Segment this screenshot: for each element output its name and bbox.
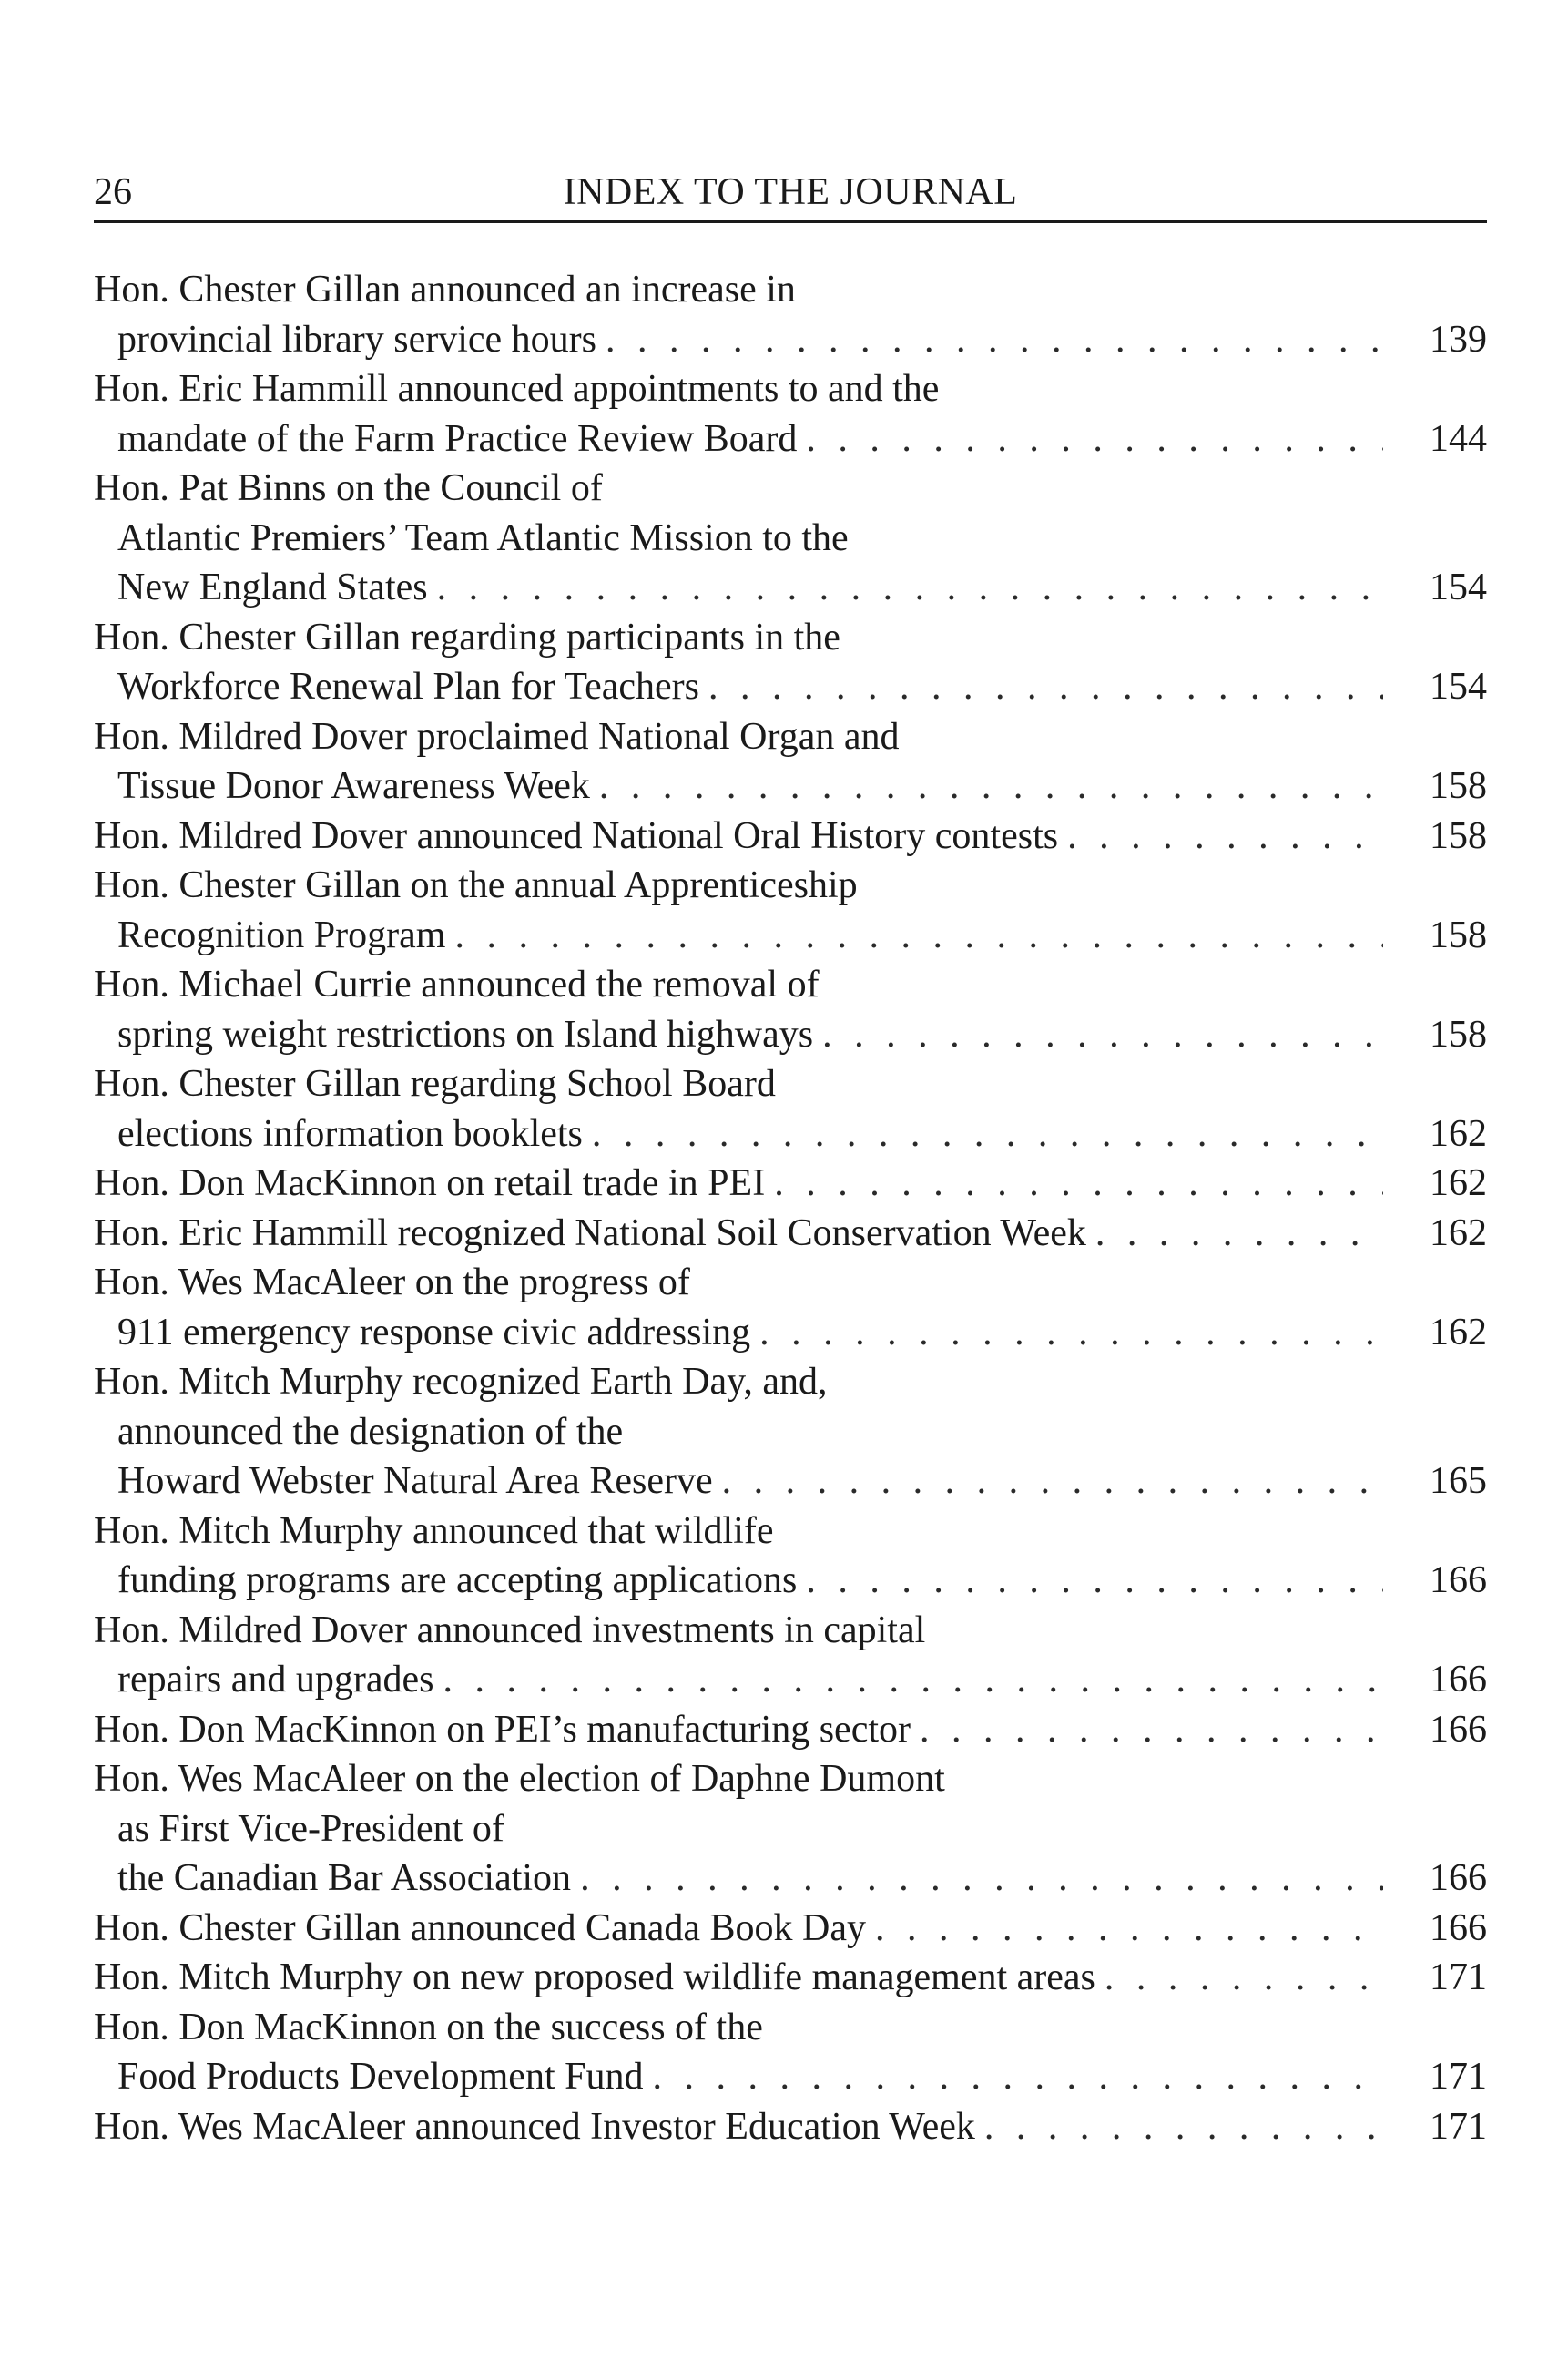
entry-text: Hon. Mildred Dover proclaimed National Organ and [94, 715, 900, 758]
dot-leader [592, 1109, 1383, 1159]
entry-continuation-line [94, 662, 1487, 712]
entry-text: Hon. Wes MacAleer announced Investor Education Week [94, 2105, 975, 2148]
page-reference: 154 [1430, 567, 1487, 608]
entry-text: Hon. Don MacKinnon on retail trade in PEI [94, 1162, 766, 1204]
entry-continuation-line [94, 1407, 1487, 1457]
dot-leader [1067, 812, 1383, 862]
entry-continuation-line [94, 1854, 1487, 1904]
entry-heading-line [94, 1904, 1487, 1954]
page-reference: 162 [1430, 1211, 1487, 1254]
entry-text: announced the designation of the [117, 1410, 624, 1453]
dot-leader [580, 1854, 1383, 1904]
entry-text: mandate of the Farm Practice Review Board [117, 417, 798, 460]
entry-text: Hon. Chester Gillan announced Canada Book Day [94, 1906, 866, 1949]
entry-text: Recognition Program [117, 914, 446, 956]
entry-continuation-line [94, 761, 1487, 812]
dot-leader [1105, 1953, 1383, 2003]
entry-text: Hon. Michael Currie announced the removal of [94, 964, 820, 1006]
index-entry [94, 464, 1487, 613]
entry-text: repairs and upgrades [117, 1659, 434, 1701]
entry-text: Hon. Pat Binns on the Council of [94, 467, 603, 509]
entry-heading-line [94, 1209, 1487, 1259]
entry-text: Hon. Mildred Dover announced National Oral History contests [94, 814, 1059, 857]
entry-heading-line [94, 1159, 1487, 1209]
index-entry [94, 1754, 1487, 1904]
dot-leader [806, 1556, 1383, 1606]
index-entry [94, 1507, 1487, 1606]
entry-continuation-line [94, 911, 1487, 961]
entry-continuation-line [94, 1804, 1487, 1854]
index-entry [94, 1059, 1487, 1159]
page-reference: 158 [1430, 1013, 1487, 1056]
entry-text: Food Products Development Fund [117, 2056, 644, 2098]
entry-text: Hon. Mildred Dover announced investments in capital [94, 1609, 926, 1651]
entry-text: Hon. Mitch Murphy on new proposed wildlife management areas [94, 1956, 1095, 1998]
entry-heading-line [94, 364, 1487, 414]
dot-leader [774, 1159, 1383, 1209]
dot-leader [599, 761, 1383, 812]
entry-heading-line [94, 712, 1487, 762]
entry-heading-line [94, 1258, 1487, 1308]
entry-heading-line [94, 1357, 1487, 1407]
index-entry [94, 1357, 1487, 1507]
entry-heading-line [94, 812, 1487, 862]
entry-heading-line [94, 1059, 1487, 1109]
dot-leader [822, 1010, 1383, 1060]
entry-text: Howard Webster Natural Area Reserve [117, 1460, 713, 1502]
entry-heading-line [94, 2102, 1487, 2152]
dot-leader [454, 911, 1383, 961]
index-entry [94, 1258, 1487, 1357]
entry-text: Hon. Mitch Murphy announced that wildlife [94, 1509, 774, 1552]
dot-leader [443, 1655, 1383, 1705]
entry-text: Hon. Mitch Murphy recognized Earth Day, and, [94, 1361, 828, 1403]
entry-text: New England States [117, 567, 428, 608]
entry-continuation-line [94, 1308, 1487, 1358]
entry-continuation-line [94, 563, 1487, 613]
entry-heading-line [94, 464, 1487, 514]
index-entry [94, 812, 1487, 862]
entry-continuation-line [94, 514, 1487, 564]
index-entry [94, 364, 1487, 464]
index-entry [94, 2102, 1487, 2152]
page-reference: 158 [1430, 914, 1487, 956]
index-entry [94, 265, 1487, 364]
journal-index-page [94, 164, 1487, 2151]
entry-text: Tissue Donor Awareness Week [117, 765, 590, 807]
page-reference: 154 [1430, 666, 1487, 708]
page-reference: 162 [1430, 1311, 1487, 1353]
entry-text: Hon. Chester Gillan regarding School Board [94, 1063, 776, 1105]
entry-text: Hon. Wes MacAleer on the election of Daphne Dumont [94, 1758, 945, 1800]
index-entry [94, 861, 1487, 960]
page-reference: 166 [1430, 1559, 1487, 1601]
dot-leader [759, 1308, 1383, 1358]
index-entry [94, 712, 1487, 812]
entry-continuation-line [94, 315, 1487, 365]
page-reference: 158 [1430, 814, 1487, 857]
dot-leader [606, 315, 1383, 365]
page-reference: 162 [1430, 1112, 1487, 1155]
entry-heading-line [94, 613, 1487, 663]
index-entry [94, 1705, 1487, 1755]
entry-continuation-line [94, 1010, 1487, 1060]
index-entry [94, 1953, 1487, 2003]
entry-continuation-line [94, 1109, 1487, 1159]
entry-text: Hon. Don MacKinnon on the success of the [94, 2006, 763, 2048]
dot-leader [875, 1904, 1383, 1954]
entry-continuation-line [94, 1456, 1487, 1507]
dot-leader [708, 662, 1383, 712]
entry-text: as First Vice-President of [117, 1807, 504, 1850]
entry-continuation-line [94, 414, 1487, 465]
entry-heading-line [94, 2003, 1487, 2053]
entry-text: Hon. Chester Gillan on the annual Apprenticeship [94, 864, 858, 906]
page-reference: 165 [1430, 1460, 1487, 1502]
page-reference: 171 [1430, 2105, 1487, 2148]
entry-text: Hon. Eric Hammill announced appointments to and the [94, 368, 940, 410]
index-entry [94, 1159, 1487, 1209]
page-reference: 139 [1430, 318, 1487, 361]
page-number: 26 [94, 171, 132, 213]
dot-leader [806, 414, 1383, 465]
dot-leader [1095, 1209, 1383, 1259]
entry-heading-line [94, 1705, 1487, 1755]
dot-leader [920, 1705, 1383, 1755]
entry-heading-line [94, 1606, 1487, 1656]
entry-text: the Canadian Bar Association [117, 1857, 572, 1899]
entry-text: Atlantic Premiers’ Team Atlantic Mission to the [117, 516, 849, 559]
page-reference: 166 [1430, 1857, 1487, 1899]
entry-text: Hon. Eric Hammill recognized National Soil Conservation Week [94, 1211, 1086, 1254]
page-reference: 171 [1430, 1956, 1487, 1998]
entry-text: Hon. Wes MacAleer on the progress of [94, 1262, 690, 1303]
index-entry [94, 613, 1487, 712]
entry-heading-line [94, 1754, 1487, 1804]
entry-heading-line [94, 1507, 1487, 1557]
entry-text: Workforce Renewal Plan for Teachers [117, 666, 699, 708]
dot-leader [722, 1456, 1383, 1507]
page-reference: 166 [1430, 1659, 1487, 1701]
page-reference: 144 [1430, 417, 1487, 460]
entry-heading-line [94, 861, 1487, 911]
index-entries [94, 265, 1487, 2151]
entry-text: funding programs are accepting applications [117, 1559, 798, 1601]
entry-heading-line [94, 960, 1487, 1010]
dot-leader [652, 2052, 1383, 2102]
page-reference: 166 [1430, 1708, 1487, 1751]
entry-text: provincial library service hours [117, 318, 596, 361]
entry-text: 911 emergency response civic addressing [117, 1311, 751, 1353]
page-reference: 166 [1430, 1906, 1487, 1949]
index-entry [94, 1209, 1487, 1259]
running-title: INDEX TO THE JOURNAL [563, 171, 1018, 213]
dot-leader [437, 563, 1383, 613]
page-reference: 162 [1430, 1162, 1487, 1204]
index-entry [94, 1904, 1487, 1954]
entry-text: Hon. Chester Gillan announced an increase in [94, 269, 796, 311]
page-header [94, 164, 1487, 223]
entry-text: Hon. Chester Gillan regarding participants in the [94, 616, 840, 659]
entry-text: elections information booklets [117, 1112, 583, 1155]
index-entry [94, 960, 1487, 1059]
entry-continuation-line [94, 1556, 1487, 1606]
entry-continuation-line [94, 2052, 1487, 2102]
entry-text: Hon. Don MacKinnon on PEI’s manufacturing sector [94, 1708, 911, 1751]
entry-heading-line [94, 1953, 1487, 2003]
page-reference: 158 [1430, 765, 1487, 807]
entry-text: spring weight restrictions on Island highways [117, 1013, 814, 1056]
index-entry [94, 2003, 1487, 2102]
index-entry [94, 1606, 1487, 1705]
entry-heading-line [94, 265, 1487, 315]
entry-continuation-line [94, 1655, 1487, 1705]
dot-leader [984, 2102, 1383, 2152]
page-reference: 171 [1430, 2056, 1487, 2098]
